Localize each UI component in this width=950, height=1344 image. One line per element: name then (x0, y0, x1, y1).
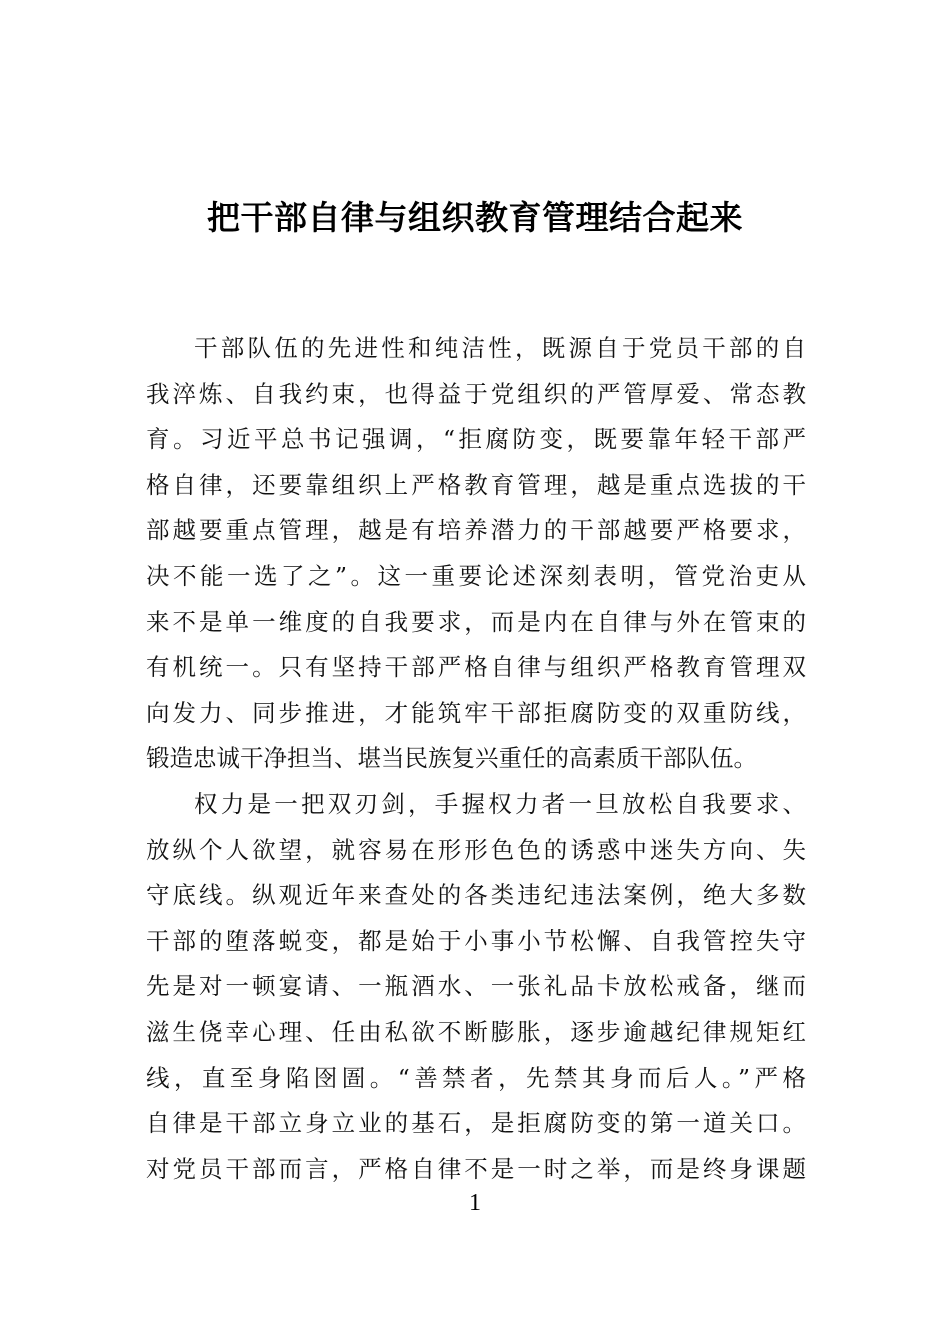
body-line-18: 自律是干部立身立业的基石，是拒腐防变的第一道关口。 (146, 1109, 806, 1138)
body-line-17: 线，直至身陷囹圄。“善禁者，先禁其身而后人。”严格 (146, 1063, 806, 1092)
body-line-6: 决不能一选了之”。这一重要论述深刻表明，管党治吏从 (146, 561, 806, 590)
body-line-8: 有机统一。只有坚持干部严格自律与组织严格教育管理双 (146, 653, 806, 682)
page-number: 1 (469, 1190, 481, 1216)
body-line-7: 来不是单一维度的自我要求，而是内在自律与外在管束的 (146, 607, 806, 636)
body-line-12: 放纵个人欲望，就容易在形形色色的诱惑中迷失方向、失 (146, 835, 806, 864)
body-line-14: 干部的堕落蜕变，都是始于小事小节松懈、自我管控失守 (146, 926, 806, 955)
body-line-11: 权力是一把双刃剑，手握权力者一旦放松自我要求、 (194, 789, 806, 818)
body-line-15: 先是对一顿宴请、一瓶酒水、一张礼品卡放松戒备，继而 (146, 972, 806, 1001)
document-title: 把干部自律与组织教育管理结合起来 (207, 198, 743, 237)
body-line-10: 锻造忠诚干净担当、堪当民族复兴重任的高素质干部队伍。 (146, 744, 757, 773)
body-line-5: 部越要重点管理，越是有培养潜力的干部越要严格要求， (146, 516, 806, 545)
body-line-9: 向发力、同步推进，才能筑牢干部拒腐防变的双重防线， (146, 698, 806, 727)
body-line-1: 干部队伍的先进性和纯洁性，既源自于党员干部的自 (194, 334, 806, 362)
body-line-3: 育。习近平总书记强调，“拒腐防变，既要靠年轻干部严 (146, 425, 806, 454)
body-line-16: 滋生侥幸心理、任由私欲不断膨胀，逐步逾越纪律规矩红 (146, 1017, 806, 1046)
body-line-19: 对党员干部而言，严格自律不是一时之举，而是终身课题 (146, 1154, 806, 1183)
body-line-13: 守底线。纵观近年来查处的各类违纪违法案例，绝大多数 (146, 881, 806, 910)
body-line-2: 我淬炼、自我约束，也得益于党组织的严管厚爱、常态教 (146, 379, 806, 408)
body-line-4: 格自律，还要靠组织上严格教育管理，越是重点选拔的干 (146, 470, 806, 499)
document-body (146, 326, 806, 1192)
